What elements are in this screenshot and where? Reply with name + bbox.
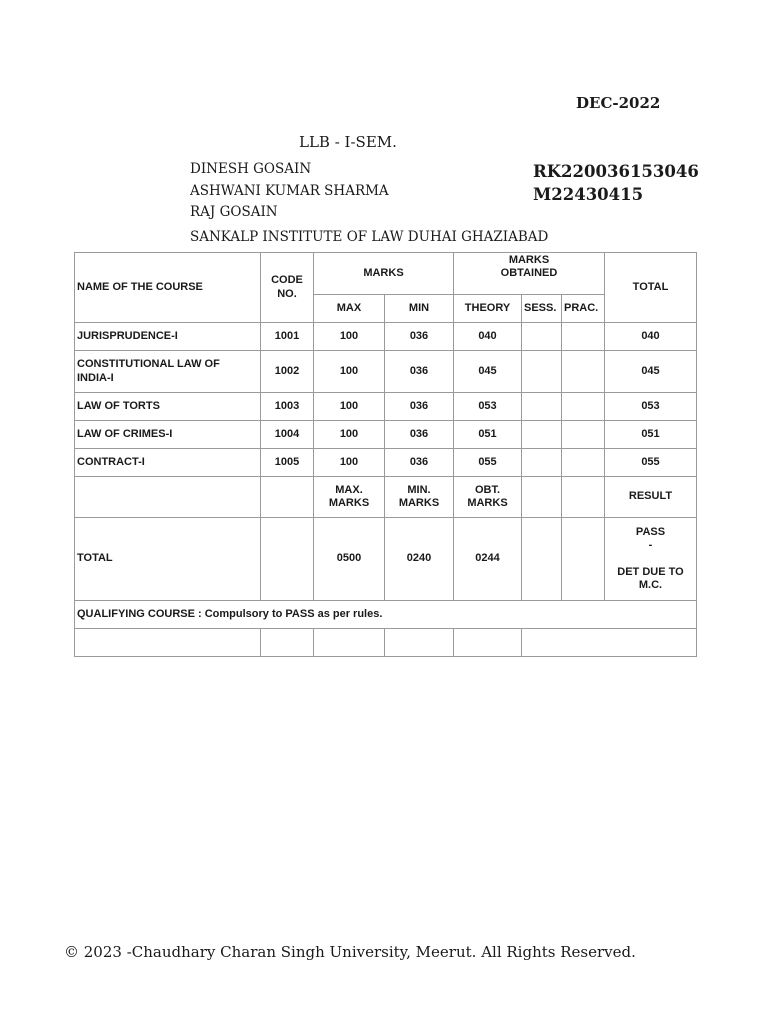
empty-cell	[385, 629, 454, 657]
summary-blank-cell	[562, 477, 605, 518]
course-name-line1: LAW OF TORTS	[77, 399, 160, 412]
summary-max-marks	[314, 477, 385, 518]
course-total: 055	[605, 449, 697, 477]
course-max: 100	[314, 351, 385, 393]
course-min: 036	[385, 393, 454, 421]
course-prac	[562, 449, 605, 477]
course-sess	[522, 351, 562, 393]
course-min: 036	[385, 421, 454, 449]
table-row	[75, 421, 697, 449]
course-sess	[522, 449, 562, 477]
course-name	[75, 449, 261, 477]
course-code: 1004	[261, 421, 314, 449]
course-name-line1: JURISPRUDENCE-I	[77, 329, 178, 342]
course-name-line1: LAW OF CRIMES-I	[77, 427, 173, 440]
course-total: 051	[605, 421, 697, 449]
result-separator: -	[648, 539, 653, 551]
header-course-name: NAME OF THE COURSE	[75, 253, 261, 323]
total-blank-cell	[261, 518, 314, 601]
empty-cell	[75, 629, 261, 657]
marks-table	[74, 252, 697, 657]
course-name	[75, 323, 261, 351]
roll-number: RK220036153046	[533, 162, 699, 181]
empty-cell	[522, 629, 697, 657]
empty-cell	[454, 629, 522, 657]
result-status: PASS	[635, 525, 666, 538]
course-min: 036	[385, 323, 454, 351]
course-code: 1002	[261, 351, 314, 393]
header-sess: SESS.	[522, 295, 562, 323]
summary-min-marks	[385, 477, 454, 518]
table-header-row	[75, 253, 697, 295]
course-name	[75, 393, 261, 421]
header-min: MIN	[385, 295, 454, 323]
header-prac: PRAC.	[562, 295, 605, 323]
total-min: 0240	[385, 518, 454, 601]
course-total: 053	[605, 393, 697, 421]
header-max: MAX	[314, 295, 385, 323]
course-sess	[522, 323, 562, 351]
header-code	[261, 253, 314, 323]
course-name-line1: CONSTITUTIONAL LAW OF	[77, 358, 220, 370]
course-total: 040	[605, 323, 697, 351]
course-total: 045	[605, 351, 697, 393]
course-max: 100	[314, 323, 385, 351]
course-sess	[522, 393, 562, 421]
header-code-line1: CODE	[271, 274, 303, 286]
course-code: 1005	[261, 449, 314, 477]
total-obtained: 0244	[454, 518, 522, 601]
empty-row	[75, 629, 697, 657]
course-min: 036	[385, 449, 454, 477]
summary-max-marks-line1: MAX.	[335, 483, 363, 496]
header-total: TOTAL	[605, 253, 697, 323]
qualifying-note-row	[75, 601, 697, 629]
summary-obt-marks-line1: OBT.	[474, 483, 501, 496]
course-title: LLB - I-SEM.	[299, 133, 397, 151]
total-blank-cell	[522, 518, 562, 601]
summary-obt-marks-line2: MARKS	[467, 497, 508, 509]
header-marks-obtained-line1: MARKS	[508, 253, 550, 266]
mother-name: RAJ GOSAIN	[190, 204, 278, 220]
course-prac	[562, 421, 605, 449]
summary-blank-cell	[261, 477, 314, 518]
course-code: 1001	[261, 323, 314, 351]
course-name	[75, 351, 261, 393]
course-theory: 045	[454, 351, 522, 393]
result-note-line2: M.C.	[638, 579, 663, 591]
table-row	[75, 351, 697, 393]
course-theory: 040	[454, 323, 522, 351]
summary-blank-cell	[522, 477, 562, 518]
total-row	[75, 518, 697, 601]
course-max: 100	[314, 449, 385, 477]
father-name: ASHWANI KUMAR SHARMA	[190, 183, 389, 199]
course-theory: 051	[454, 421, 522, 449]
course-code: 1003	[261, 393, 314, 421]
summary-max-marks-line2: MARKS	[328, 497, 370, 509]
summary-result-header: RESULT	[605, 477, 697, 518]
header-marks-obtained	[454, 253, 605, 295]
result-note-line1: DET DUE TO	[617, 565, 684, 578]
course-prac	[562, 351, 605, 393]
copyright-footer: © 2023 -Chaudhary Charan Singh University, Meerut. All Rights Reserved.	[64, 943, 636, 961]
institute-name: SANKALP INSTITUTE OF LAW DUHAI GHAZIABAD	[190, 229, 549, 245]
summary-header-row	[75, 477, 697, 518]
summary-blank-cell	[75, 477, 261, 518]
course-theory: 053	[454, 393, 522, 421]
summary-obt-marks	[454, 477, 522, 518]
course-max: 100	[314, 421, 385, 449]
course-name-line1: CONTRACT-I	[77, 455, 145, 468]
header-marks-obtained-line2: OBTAINED	[500, 267, 558, 279]
course-min: 036	[385, 351, 454, 393]
empty-cell	[314, 629, 385, 657]
table-row	[75, 323, 697, 351]
total-label: TOTAL	[75, 518, 261, 601]
course-sess	[522, 421, 562, 449]
course-name-line2: INDIA-I	[77, 371, 114, 384]
table-row	[75, 393, 697, 421]
header-theory: THEORY	[454, 295, 522, 323]
total-blank-cell	[562, 518, 605, 601]
total-max: 0500	[314, 518, 385, 601]
summary-min-marks-line1: MIN.	[407, 483, 431, 496]
header-marks: MARKS	[314, 253, 454, 295]
total-result	[605, 518, 697, 601]
course-max: 100	[314, 393, 385, 421]
course-prac	[562, 393, 605, 421]
header-code-line2: NO.	[277, 287, 297, 300]
qualifying-note: QUALIFYING COURSE : Compulsory to PASS as per rules.	[75, 601, 697, 629]
exam-session: DEC-2022	[576, 94, 661, 112]
enrollment-number: M22430415	[533, 185, 644, 204]
course-prac	[562, 323, 605, 351]
table-row	[75, 449, 697, 477]
empty-cell	[261, 629, 314, 657]
course-theory: 055	[454, 449, 522, 477]
student-name: DINESH GOSAIN	[190, 161, 312, 177]
summary-min-marks-line2: MARKS	[398, 497, 440, 509]
course-name	[75, 421, 261, 449]
